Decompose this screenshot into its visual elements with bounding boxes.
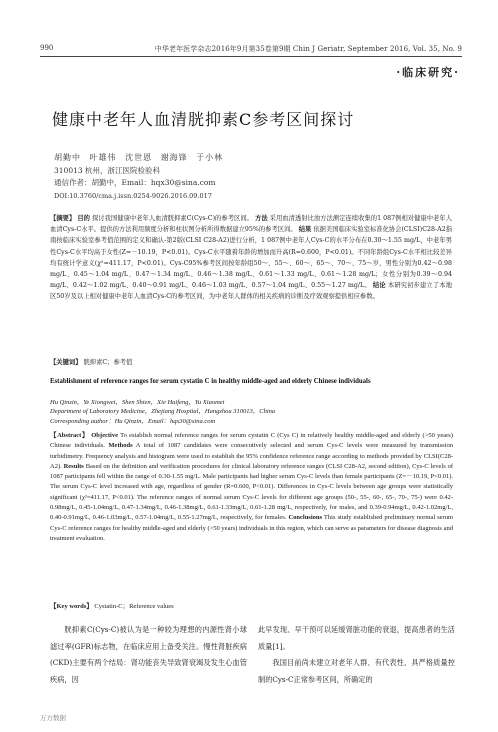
en-conclusions-label: Conclusions bbox=[288, 514, 323, 522]
en-methods-text: A total of 1087 candidates were consecutively selected and serum Cys-C levels were measured by transmission turbidimetry. Frequency analysis and histogram were used to establish the 95% confidence reference range according to methods provided by CLSI(C28-A2). bbox=[50, 442, 453, 470]
en-methods-label: Methods bbox=[108, 442, 133, 450]
en-results-label: Results bbox=[63, 462, 84, 470]
english-title: Establishment of reference ranges for serum cystatin C in healthy middle-aged and elderly Chinese individuals bbox=[50, 378, 371, 385]
en-conclusions-text: This study established preliminary normal serum Cys-C reference ranges for healthy middle-aged and elderly (>50 years) individuals in this region, which can serve as parameters for disease diagnosis and treatment evaluation. bbox=[50, 514, 453, 542]
en-keywords-text: Cystatin-C；Reference values bbox=[94, 603, 174, 610]
en-objective-text: To establish normal reference ranges for serum cystatin C (Cys C) in relatively healthy middle-aged and elderly (>50 years) Chinese individuals. bbox=[50, 432, 453, 450]
keywords-chinese bbox=[50, 357, 132, 366]
english-correspondence: Corresponding author：Hu Qinzin，Email：hqx30@sina.com bbox=[50, 418, 216, 425]
abstract-chinese bbox=[50, 213, 452, 303]
en-abstract-label: 【Abstract】 bbox=[50, 432, 90, 439]
author-list: 胡勤中 叶雄伟 沈世恩 谢海锋 于小林 bbox=[54, 153, 224, 162]
keywords-english bbox=[50, 601, 174, 610]
en-results-text: Based on the definition and verification procedures for clinical laboratory reference ranges (CLSI C28-A2, second edition), Cys-C levels of 1087 participants fell within the range of 0.30-1.55 mg/L. Male participants had higher serum Cys-C levels than female participants (Z=－10.19, P<0.01). The serum Cys-C level increased with age, regardless of gender (R=0.600, P<0.01). Differences in Cys-C levels between age groups were statistically significant (χ²=411.17, P<0.01). The reference ranges of normal serum Cys-C levels for different age groups (50-, 55-, 60-, 65-, 70-, 75-) were 0.42-0.98mg/L, 0.45-1.04mg/L, 0.47-1.34mg/L, 0.46-1.38mg/L, 0.61-1.33mg/L, 0.61-1.28 mg/L, respectively, for males, and 0.39-0.94mg/L, 0.42-1.02mg/L, 0.40-0.91mg/L, 0.46-1.03mg/L, 0.57-1.04mg/L, 0.55-1.27mg/L, respectively, for females. bbox=[50, 462, 453, 522]
running-header bbox=[40, 44, 462, 56]
objective-label: 目的 bbox=[77, 215, 90, 222]
page-number: 990 bbox=[40, 44, 54, 52]
abstract-label: 【摘要】 bbox=[50, 215, 76, 222]
section-tag: ·临床研究· bbox=[396, 66, 460, 79]
article-title: 健康中老年人血清胱抑素C参考区间探讨 bbox=[52, 110, 355, 129]
affiliation: 310013 杭州，浙江医院检验科 bbox=[54, 166, 161, 175]
english-authors: Hu Qinzin，Ye Xiongwei，Shen Shien，Xie Haifeng，Yu Xiaomei bbox=[50, 399, 225, 406]
en-objective-label: Objective bbox=[91, 432, 118, 439]
methods-text: 采用血清透射比浊方法测定连续收集的1 087例相对健康中老年人血清Cys-C水平。提供的方法利用频度分析和柱状图分析所得数据建立95%的参考区间。 bbox=[50, 215, 452, 234]
english-affiliation: Department of Laboratory Medicine，Zhejiang Hospital，Hangzhou 310013，China bbox=[50, 408, 276, 415]
keywords-text: 胱抑素C；参考值 bbox=[83, 359, 133, 366]
body-paragraph: 我国目前尚未建立对老年人群、有代表性、具严格质量控制的Cys-C正常参考区间，所确定的 bbox=[258, 658, 455, 684]
journal-citation: 中华老年医学杂志2016年9月第35卷第9期 Chin J Geriatr, September 2016, Vol. 35, No. 9 bbox=[154, 45, 462, 53]
conclusions-text: 本研究初步建立了本地区50岁及以上相对健康中老年人血清Cys-C的参考区间，为中老年人群体的相关疾病的诊断及疗效观察提供相应参数。 bbox=[50, 282, 453, 301]
header-rule bbox=[40, 56, 462, 57]
objective-text: 探讨我国健康中老年人血清胱抑素C(Cys-C)的参考区间。 bbox=[91, 215, 253, 222]
methods-label: 方法 bbox=[255, 215, 268, 222]
keywords-label: 【关键词】 bbox=[50, 359, 82, 366]
conclusions-label: 结论 bbox=[372, 282, 386, 290]
body-paragraph-continued: 此早发现、早干预可以延缓肾脏功能的衰退，提高患者的生活质量[1]。 bbox=[258, 625, 455, 651]
body-column-left: 胱抑素C(Cys-C)被认为是一种较为理想的内源性肾小球滤过率(GFR)标志物，在临床应用上备受关注。慢性肾脏疾病(CKD)主要有两个结局：肾功能丧失导致肾衰竭及发生心血管疾病，因 bbox=[50, 625, 247, 684]
results-text: 依据美国临床实验室标准化协会(CLSI)C28-A2指南按临床实验室参考值范围的定义和确认-第2版(CLSI C28-A2)进行分析，1 087例中老年人Cys-C的水平分布在0.30～1.55 mg/L，中老年男性Cys-C水平均高于女性(Z=－10.19，P<0.01)。Cys-C水平随着年龄的增加而升高(R=0.600，P<0.01)。不同年龄组Cys-C水平相比较差异均有统计学意义(χ²=411.17，P<0.01)。Cys-C95%参考区间按年龄组50～、55～、60～、65～、70～、75～岁，男性分别为0.42～0.98 mg/L、0.45～1.04 mg/L、0.47～1.34 mg/L、0.46～1.38 mg/L、0.61～1.33 mg/L、0.61～1.28 mg/L；女性分别为0.39～0.94 mg/L、0.42～1.02 mg/L、0.40～0.91 mg/L、0.46～1.03 mg/L、0.57～1.04 mg/L、0.55～1.27 mg/L。 bbox=[50, 226, 453, 290]
abstract-english bbox=[50, 431, 453, 544]
corresponding-author: 通信作者：胡勤中，Email：hqx30@sina.com bbox=[54, 178, 216, 187]
en-keywords-label: 【Key words】 bbox=[50, 603, 93, 610]
doi-line: DOI:10.3760/cma.j.issn.0254-9026.2016.09.017 bbox=[54, 192, 212, 200]
results-label: 结果 bbox=[298, 226, 312, 234]
body-column-right bbox=[258, 622, 455, 688]
watermark-footer: 万方数据 bbox=[40, 714, 66, 722]
